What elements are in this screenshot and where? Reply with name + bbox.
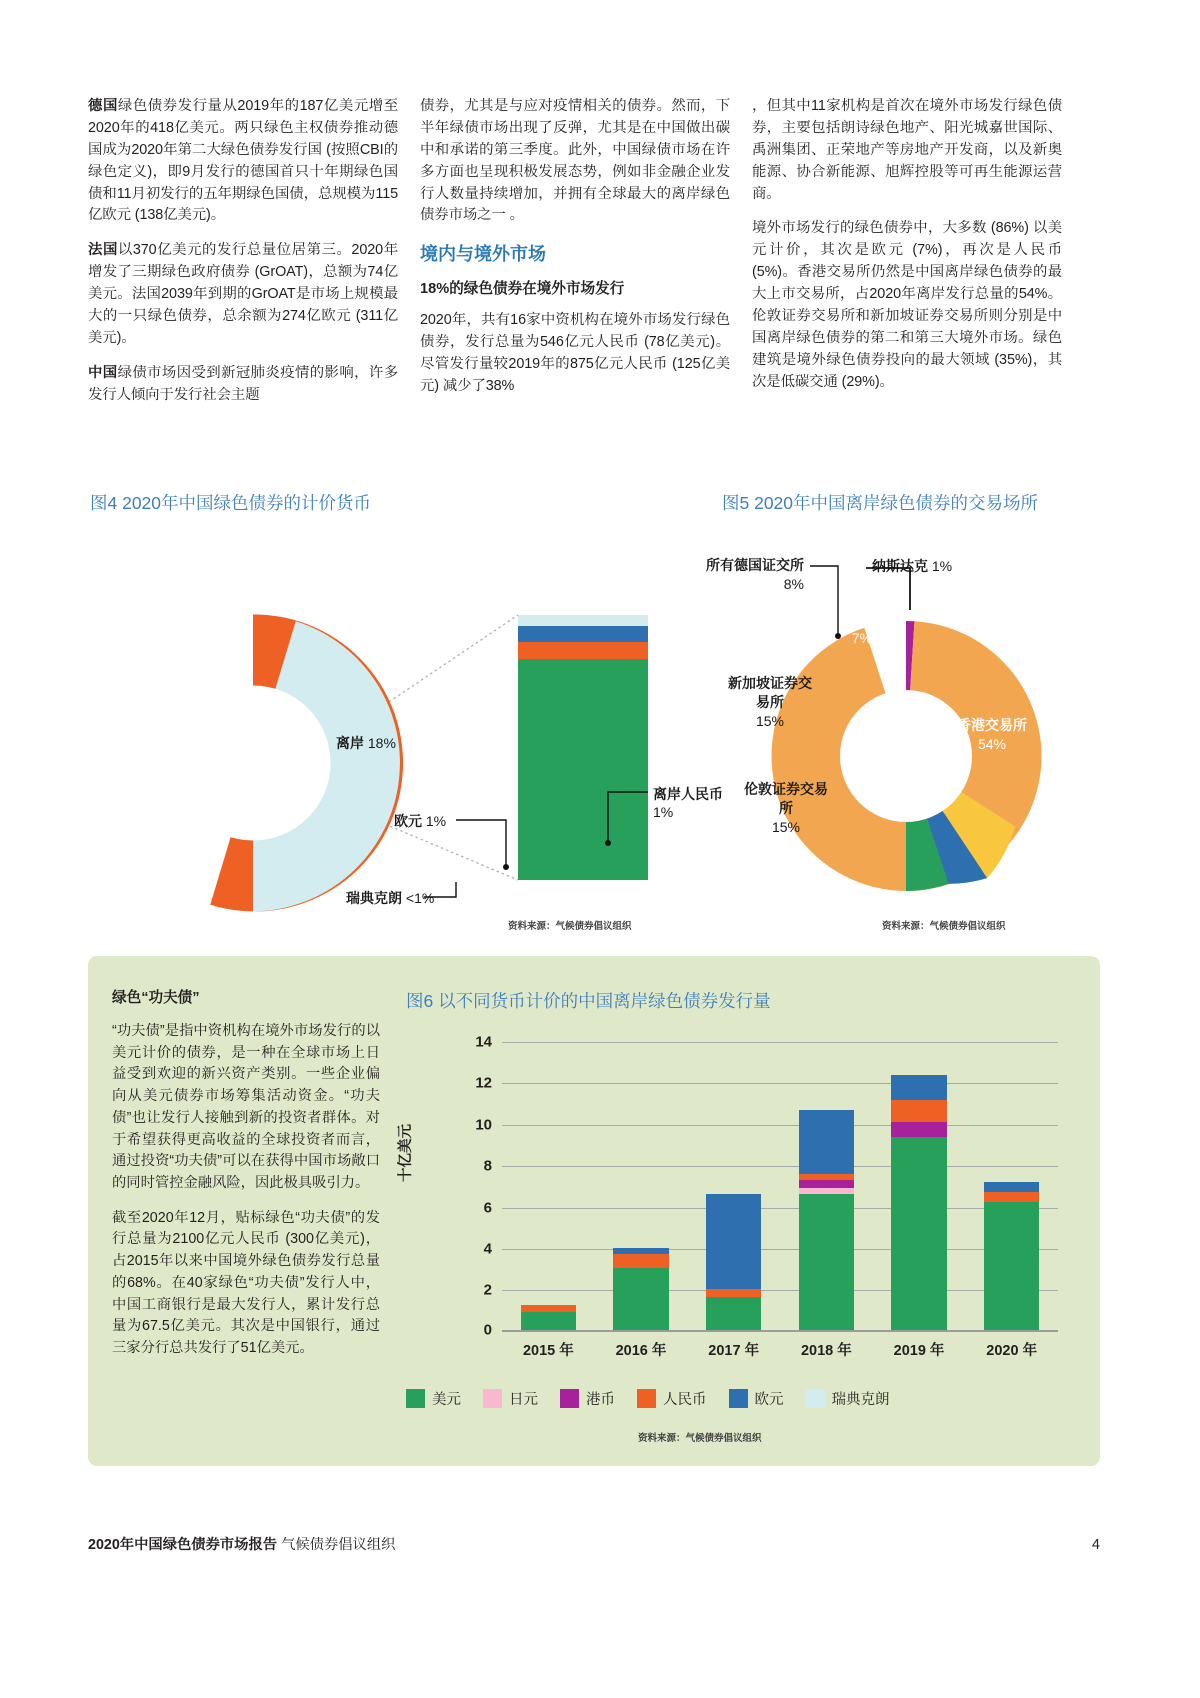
legend-label: 港币: [586, 1392, 615, 1408]
paragraph-text: 绿债市场因受到新冠肺炎疫情的影响，许多发行人倾向于发行社会主题: [88, 364, 398, 403]
figure-4-leader-lines: [88, 560, 648, 940]
section-heading: 境内与境外市场: [420, 244, 546, 265]
paragraph: [88, 240, 398, 349]
legend-item: [637, 1388, 707, 1409]
stacked-bar: [891, 1075, 947, 1330]
label-value: 82%: [156, 737, 186, 754]
figure-6-title: 图6 以不同货币计价的中国离岸绿色债券发行量: [406, 991, 771, 1011]
bar-segment-港币: [891, 1122, 947, 1136]
x-axis-line: [483, 1321, 1058, 1339]
figure-5: [660, 548, 1100, 948]
footer-title: [88, 1534, 395, 1554]
paragraph-text: 境外市场发行的绿色债券中，大多数 (86%) 以美元计价，其次是欧元 (7%)，再次是人民币 (5%)。香港交易所仍然是中国离岸绿色债券的最大上市交易所，占2020年离岸发行总量的54%。伦敦证券交易所和新加坡证券交易所则分别是中国离岸绿色债券的第二和第三大境外市场。绿色建筑是境外绿色债券投向的最大领域 (35%)，其次是低碳交通 (29%)。: [752, 220, 1062, 390]
legend-swatch: [729, 1389, 748, 1408]
bar-segment-美元: [984, 1202, 1040, 1330]
lead-in-china: 中国: [88, 364, 118, 381]
legend-item: [483, 1388, 538, 1409]
paragraph-text: 2020年，共有16家中资机构在境外市场发行绿色债券，发行总量为546亿元人民币 (78亿美元)。尽管发行量较2019年的875亿元人民币 (125亿美元) 减少了38%: [420, 312, 730, 394]
figure-6-source: 资料来源：气候债券倡议组织: [638, 1433, 762, 1444]
footer-title-rest: 气候债券倡议组织: [281, 1537, 396, 1553]
label-value: 54%: [977, 735, 1007, 752]
bar-segment-欧元: [984, 1182, 1040, 1192]
paragraph-text: 债券，尤其是与应对疫情相关的债券。然而，下半年绿债市场出现了反弹，尤其是在中国做出碳中和承诺的第三季度。此外，中国绿债市场在许多方面也呈现积极发展态势，例如非金融企业发行人数量持续增加，并拥有全球最大的离岸绿色债券市场之一 。: [420, 98, 730, 224]
bar-slot: [965, 1042, 1058, 1330]
figure-4-title: 图4 2020年中国绿色债券的计价货币: [90, 493, 372, 513]
y-tick: 14: [475, 1033, 492, 1051]
legend-swatch: [483, 1389, 502, 1408]
paragraph-text: ，但其中11家机构是首次在境外市场发行绿色债券，主要包括朗诗绿色地产、阳光城嘉世国际、禹洲集团、正荣地产等房地产开发商，以及新奥能源、协合新能源、旭辉控股等可再生能源运营商。: [752, 98, 1062, 202]
bar-segment-欧元: [799, 1110, 855, 1174]
label-text: 瑞典克朗: [346, 890, 402, 906]
bar-segment-美元: [521, 1312, 577, 1331]
y-tick: 10: [475, 1116, 492, 1134]
label-text: 伦敦证券交易所: [744, 781, 828, 816]
paragraph: [420, 310, 730, 398]
figure-6-x-axis-labels: [502, 1339, 1058, 1360]
bar-slot: [502, 1042, 595, 1330]
stacked-bar: [706, 1194, 762, 1330]
bar-segment-人民币: [891, 1100, 947, 1123]
label-value: 8%: [783, 575, 804, 592]
figure-6-y-axis-label: 十亿美元: [398, 1124, 414, 1182]
x-axis-tick: 2020 年: [986, 1343, 1038, 1359]
text-column-2: [420, 96, 730, 420]
kungfu-bond-paragraph: 截至2020年12月，贴标绿色“功夫债”的发行总量为2100亿元人民币 (300亿美元)，占2015年以来中国境外绿色债券发行总量的68%。在40家绿色“功夫债”发行人中，中国工商银行是最大发行人，累计发行总量为67.5亿美元。其次是中国银行，通过三家分行总共发行了51亿美元。: [112, 1209, 380, 1357]
x-axis-tick: 2016 年: [615, 1343, 667, 1359]
legend-label: 欧元: [754, 1392, 784, 1408]
bar-segment-美元: [799, 1194, 855, 1330]
y-tick: 8: [483, 1157, 492, 1175]
stacked-bar: [984, 1182, 1040, 1330]
kungfu-bond-paragraph: “功夫债”是指中资机构在境外市场发行的以美元计价的债券，是一种在全球市场上日益受到欢迎的新兴资产类别。一些企业偏向从美元债券市场筹集活动资金。“功夫债”也让发行人接触到新的投资者群体。对于希望获得更高收益的全球投资者而言，通过投资“功夫债”可以在获得中国市场敞口的同时管控金融风险，因此极具吸引力。: [112, 1023, 380, 1192]
figure-4: [88, 560, 723, 940]
green-panel: [88, 956, 1100, 1466]
legend-label: 日元: [509, 1392, 538, 1408]
kungfu-bond-heading: 绿色“功夫债”: [112, 990, 200, 1006]
label-text: 纳斯达克: [872, 558, 928, 574]
x-axis-tick: 2015 年: [522, 1343, 574, 1359]
legend-swatch: [406, 1389, 425, 1408]
legend-label: 瑞典克朗: [831, 1392, 890, 1408]
page-number: 4: [1091, 1537, 1100, 1553]
stacked-bar: [521, 1305, 577, 1330]
bar-segment-美元: [891, 1137, 947, 1330]
stacked-bar: [799, 1110, 855, 1330]
kungfu-bond-sidebar: [112, 986, 380, 1373]
paragraph: [752, 218, 1062, 393]
paragraph: [420, 96, 730, 227]
y-tick: 12: [475, 1074, 492, 1092]
label-text: 香港交易所: [957, 717, 1027, 733]
label-value: 1%: [931, 558, 953, 574]
figure-6-plot-area: [475, 1033, 1058, 1359]
paragraph: [752, 96, 1062, 205]
legend-item: [560, 1388, 615, 1409]
legend-swatch: [560, 1389, 579, 1408]
label-text: 新加坡证券交易所: [728, 675, 812, 710]
label-value: 15%: [755, 712, 785, 729]
figure-5-title: 图5 2020年中国离岸绿色债券的交易场所: [722, 493, 1039, 513]
label-value: 18%: [367, 735, 396, 751]
figure-5-leader-lines: [660, 548, 1100, 948]
x-axis-tick: 2017 年: [708, 1343, 760, 1359]
bar-slot: [873, 1042, 966, 1330]
label-value: 1%: [425, 813, 447, 829]
legend-swatch: [806, 1389, 825, 1408]
x-axis-tick: 2019 年: [893, 1343, 945, 1359]
figure-6-chart: [398, 1032, 1066, 1382]
label-value: <1%: [405, 890, 435, 906]
label-value: 1%: [653, 804, 674, 821]
bar-segment-人民币: [706, 1289, 762, 1297]
paragraph: [88, 96, 398, 227]
label-text: 所有德国证交所: [706, 557, 804, 573]
y-tick: 2: [483, 1281, 492, 1299]
label-text: 巴黎: [848, 611, 876, 627]
label-text: 美元: [139, 654, 167, 670]
bar-segment-欧元: [706, 1194, 762, 1289]
text-column-3: [752, 96, 1062, 420]
figure-4-source: 资料来源：气候债券倡议组织: [508, 921, 632, 932]
bar-slot: [780, 1042, 873, 1330]
lead-in-germany: 德国: [88, 98, 118, 114]
legend-label: 美元: [432, 1392, 461, 1408]
legend-swatch: [637, 1389, 656, 1408]
lead-in-france: 法国: [88, 242, 118, 259]
bar-segment-美元: [613, 1268, 669, 1330]
figure-6-bars: [502, 1042, 1058, 1330]
paragraph: [88, 363, 398, 407]
label-value: 15%: [138, 674, 168, 691]
stacked-bar: [613, 1248, 669, 1330]
label-text: 离岸: [336, 735, 364, 751]
label-value: 7%: [851, 629, 873, 646]
bar-segment-美元: [706, 1297, 762, 1330]
legend-item: [406, 1388, 461, 1409]
figure-5-source: 资料来源：气候债券倡议组织: [882, 921, 1006, 932]
bar-segment-欧元: [891, 1075, 947, 1100]
page-footer: [88, 1534, 1100, 1554]
bar-slot: [687, 1042, 780, 1330]
figure-6-legend: [406, 1388, 1066, 1409]
paragraph-text: 绿色债券发行量从2019年的187亿美元增至2020年的418亿美元。两只绿色主权债券推动德国成为2020年第二大绿色债券发行国 (按照CBI的绿色定义)，即9月发行的德国首只十年期绿色国债和11月初发行的五年期绿色国债，总规模为115亿欧元 (138亿美元)。: [88, 98, 398, 224]
bar-segment-人民币: [984, 1192, 1040, 1202]
text-column-1: [88, 96, 398, 420]
x-axis-tick: 2018 年: [800, 1343, 852, 1359]
legend-item: [806, 1388, 890, 1409]
bar-segment-港币: [799, 1180, 855, 1188]
bar-slot: [595, 1042, 688, 1330]
footer-title-bold: 2020年中国绿色债券市场报告: [88, 1537, 278, 1553]
y-tick: 4: [483, 1240, 492, 1258]
sub-heading: 18%的绿色债券在境外市场发行: [420, 280, 625, 297]
y-tick: 0: [483, 1321, 492, 1339]
legend-item: [729, 1388, 784, 1409]
label-text: 离岸人民币: [653, 786, 723, 802]
y-tick: 6: [483, 1199, 492, 1217]
label-value: 15%: [771, 818, 801, 835]
paragraph-text: 以370亿美元的发行总量位居第三。2020年增发了三期绿色政府债券 (GrOAT)，总额为74亿美元。法国2039年到期的GrOAT是市场上规模最大的一只绿色债券，总余额为274亿欧元 (311亿美元)。: [88, 242, 398, 346]
label-text: 在岸人民币: [136, 720, 206, 736]
bar-segment-人民币: [613, 1254, 669, 1268]
legend-label: 人民币: [663, 1392, 707, 1408]
article-columns: [88, 96, 1112, 420]
label-text: 欧元: [394, 813, 422, 829]
